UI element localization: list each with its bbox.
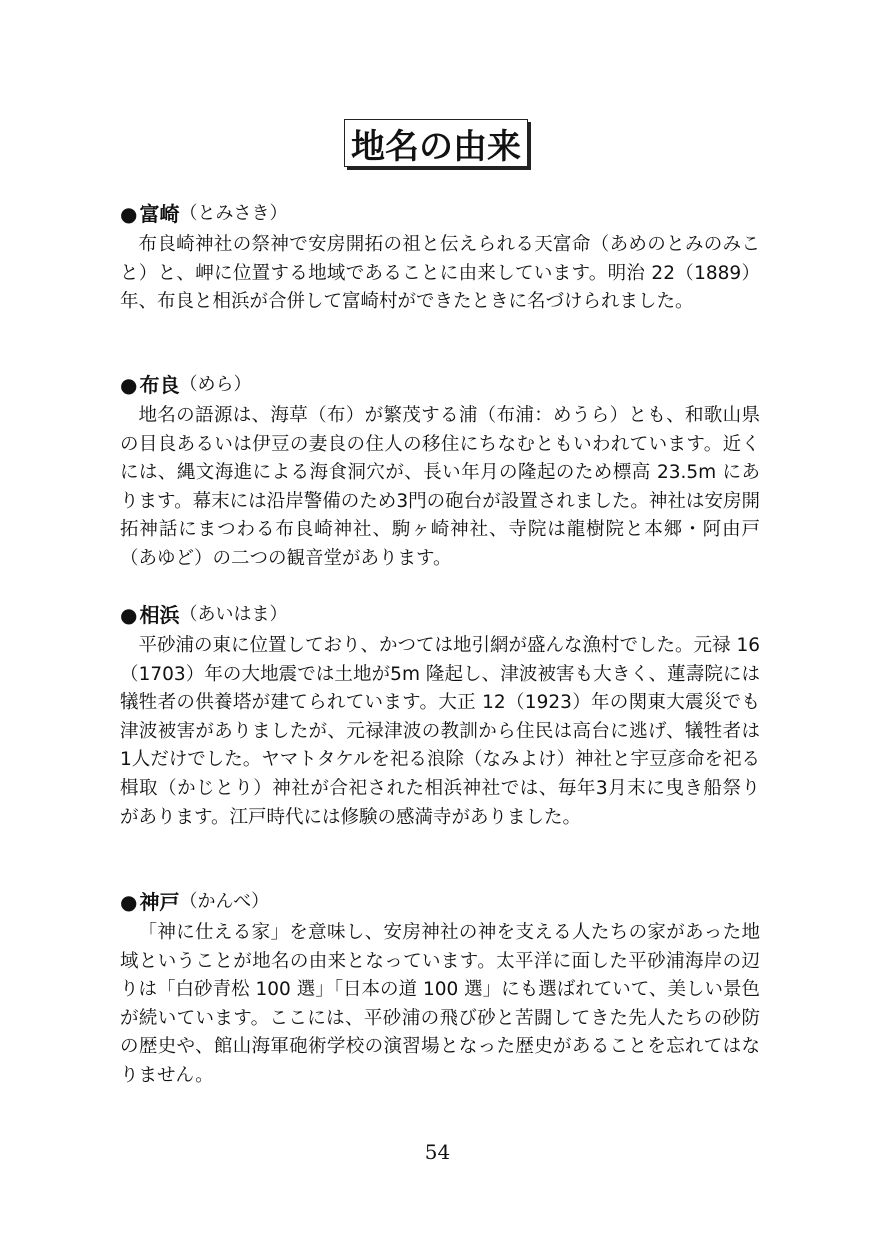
bullet-icon: ● [120,202,138,226]
section-name: 相浜 [139,603,180,627]
section-heading [120,372,760,398]
page-number: 54 [424,1140,451,1164]
section-aihama [120,602,760,832]
section-body: 地名の語源は、海草（布）が繁茂する浦（布浦：めうら）とも、和歌山県の目良あるいは伊豆の妻良の住人の移住にちなむともいわれています。近くには、縄文海進による海食洞穴が、長い年月の隆起のため標高 23.5m にあります。幕末には沿岸警備のため3門の砲台が設置されました。神社は安房開拓神話にまつわる布良崎神社、駒ヶ崎神社、寺院は龍樹院と本郷・阿由戸（あゆど）の二つの観音堂があります。 [120,405,760,569]
section-reading: （あいはま） [179,604,288,625]
section-reading: （めら） [179,374,252,395]
section-kanbe [120,889,760,1091]
section-tomisaki [120,201,760,317]
section-heading [120,602,760,628]
section-body: 平砂浦の東に位置しており、かつては地引網が盛んな漁村でした。元禄 16（1703）年の大地震では土地が5m 隆起し、津波被害も大きく、蓮壽院には犠牲者の供養塔が建てられています。大正 12（1923）年の関東大震災でも津波被害がありましたが、元禄津波の教訓から住民は高台に逃げ、犠牲者は1人だけでした。ヤマトタケルを祀る浪除（なみよけ）神社と宇豆彦命を祀る楫取（かじとり）神社が合祀された相浜神社では、毎年3月末に曳き船祭りがあります。江戸時代には修験の感満寺がありました。 [120,635,760,828]
bullet-icon: ● [120,890,138,914]
bullet-icon: ● [120,373,138,397]
section-reading: （かんべ） [179,891,270,912]
page-title: 地名の由来 [344,119,528,167]
section-name: 布良 [139,373,180,397]
section-mera [120,372,760,574]
section-heading [120,201,760,227]
section-name: 富崎 [139,202,180,226]
bullet-icon: ● [120,603,138,627]
section-body: 布良崎神社の祭神で安房開拓の祖と伝えられる天富命（あめのとみのみこと）と、岬に位置する地域であることに由来しています。明治 22（1889）年、布良と相浜が合併して富崎村ができたときに名づけられました。 [120,234,760,313]
section-name: 神戸 [139,890,180,914]
section-heading [120,889,760,915]
section-body: 「神に仕える家」を意味し、安房神社の神を支える人たちの家があった地域ということが地名の由来となっています。太平洋に面した平砂浦海岸の辺りは「白砂青松 100 選」「日本の道 100 選」にも選ばれていて、美しい景色が続いています。ここには、平砂浦の飛び砂と苦闘してきた先人たちの砂防の歴史や、館山海軍砲術学校の演習場となった歴史があることを忘れてはなりません。 [120,922,760,1086]
section-reading: （とみさき） [179,203,288,224]
